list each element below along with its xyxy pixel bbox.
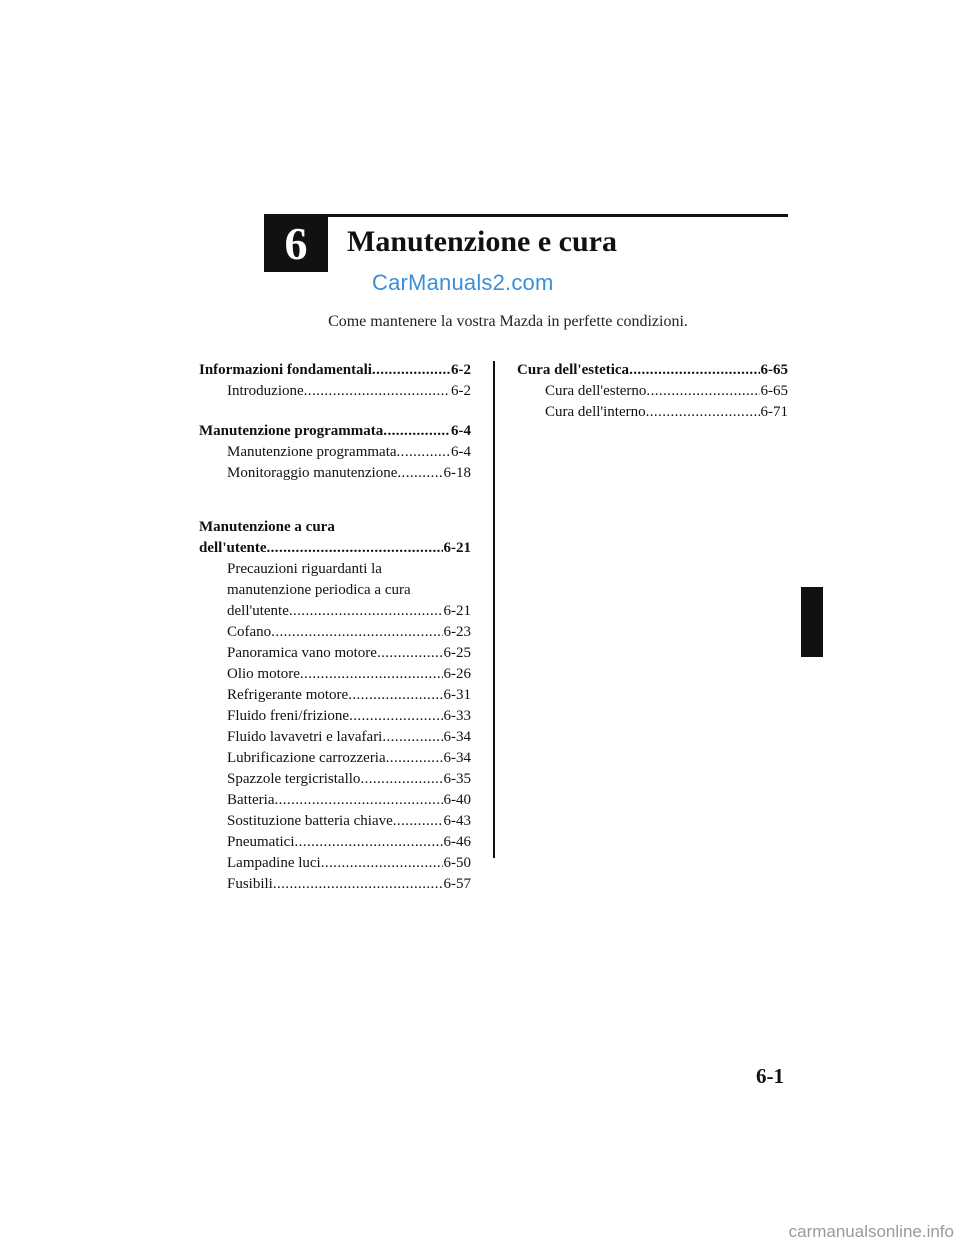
watermark-bottom[interactable]: carmanualsonline.info	[788, 1222, 954, 1241]
toc-item[interactable]	[199, 706, 471, 727]
toc-leader	[646, 402, 760, 423]
toc-item-page: 6-26	[443, 666, 471, 682]
toc-leader	[271, 622, 442, 643]
toc-item[interactable]	[199, 622, 471, 643]
toc-item-label: Olio motore	[227, 666, 300, 682]
chapter-tab-marker	[801, 587, 823, 657]
toc-leader	[295, 832, 443, 853]
toc-item-page: 6-43	[443, 813, 471, 829]
toc-item[interactable]	[199, 463, 471, 484]
column-divider	[493, 361, 495, 858]
toc-item-page: 6-2	[451, 383, 471, 399]
toc-item-label: Lubrificazione carrozzeria	[227, 750, 386, 766]
toc-section[interactable]	[199, 421, 471, 442]
toc-item[interactable]	[199, 790, 471, 811]
toc-item-page: 6-18	[443, 465, 471, 481]
toc-section-label: dell'utente	[199, 540, 267, 556]
toc-item-label: Lampadine luci	[227, 855, 321, 871]
toc-item-page: 6-23	[443, 624, 471, 640]
toc-item[interactable]	[199, 381, 471, 402]
toc-item-label: Manutenzione programmata	[227, 444, 397, 460]
toc-item-label-line2[interactable]: manutenzione periodica a cura	[227, 582, 411, 598]
toc-item-label: Spazzole tergicristallo	[227, 771, 361, 787]
toc-item-label: Pneumatici	[227, 834, 295, 850]
toc-leader	[393, 811, 443, 832]
watermark-top[interactable]: CarManuals2.com	[372, 270, 554, 295]
toc-leader	[383, 421, 450, 442]
chapter-header-rule	[328, 214, 788, 217]
toc-item[interactable]	[199, 643, 471, 664]
toc-item-label: Batteria	[227, 792, 275, 808]
toc-leader	[397, 442, 450, 463]
toc-item-label: Sostituzione batteria chiave	[227, 813, 393, 829]
toc-item-label: Fluido lavavetri e lavafari	[227, 729, 383, 745]
toc-leader	[349, 706, 442, 727]
toc-leader	[360, 769, 442, 790]
toc-leader	[273, 874, 443, 895]
toc-item[interactable]	[199, 832, 471, 853]
toc-section[interactable]	[199, 360, 471, 381]
toc-item-label: Panoramica vano motore	[227, 645, 377, 661]
toc-item-page: 6-4	[451, 444, 471, 460]
chapter-subtitle: Come mantenere la vostra Mazda in perfette condizioni.	[328, 313, 688, 330]
toc-item-page: 6-57	[443, 876, 471, 892]
toc-item-label: Cofano	[227, 624, 272, 640]
toc-item-label: Cura dell'esterno	[545, 383, 647, 399]
toc-item-label: dell'utente	[227, 603, 289, 619]
toc-item[interactable]	[199, 442, 471, 463]
toc-item-label-line1[interactable]: Precauzioni riguardanti la	[227, 561, 382, 577]
toc-item-page: 6-34	[443, 750, 471, 766]
toc-item-page: 6-25	[443, 645, 471, 661]
toc-leader	[267, 538, 443, 559]
toc-section-page: 6-65	[760, 362, 788, 378]
toc-leader	[397, 463, 442, 484]
toc-leader	[372, 360, 450, 381]
toc-item-page: 6-33	[443, 708, 471, 724]
toc-item-page: 6-46	[443, 834, 471, 850]
toc-item[interactable]	[199, 811, 471, 832]
toc-section-label-line1[interactable]: Manutenzione a cura	[199, 519, 335, 535]
toc-leader	[348, 685, 442, 706]
toc-item[interactable]	[199, 853, 471, 874]
toc-item[interactable]	[199, 664, 471, 685]
toc-item-page: 6-21	[443, 603, 471, 619]
toc-section-label: Manutenzione programmata	[199, 423, 384, 439]
toc-item-label: Introduzione	[227, 383, 304, 399]
toc-section[interactable]	[199, 538, 471, 559]
toc-leader	[300, 664, 443, 685]
toc-item[interactable]	[199, 685, 471, 706]
toc-leader	[321, 853, 443, 874]
chapter-number-box	[264, 214, 328, 272]
toc-section-label: Cura dell'estetica	[517, 362, 630, 378]
toc-item[interactable]	[199, 601, 471, 622]
toc-leader	[382, 727, 442, 748]
toc-leader	[304, 381, 450, 402]
toc-item[interactable]	[199, 769, 471, 790]
toc-leader	[274, 790, 442, 811]
toc-section-label: Informazioni fondamentali	[199, 362, 372, 378]
toc-item[interactable]	[199, 748, 471, 769]
page-number: 6-1	[756, 1064, 784, 1088]
toc-leader	[386, 748, 443, 769]
toc-item-page: 6-50	[443, 855, 471, 871]
chapter-title: Manutenzione e cura	[347, 225, 617, 258]
toc-item-label: Refrigerante motore	[227, 687, 349, 703]
toc-item[interactable]	[517, 381, 788, 402]
toc-item-page: 6-65	[760, 383, 788, 399]
toc-item[interactable]	[199, 727, 471, 748]
toc-item-page: 6-40	[443, 792, 471, 808]
toc-item-page: 6-31	[443, 687, 471, 703]
toc-leader	[629, 360, 759, 381]
toc-section-page: 6-21	[443, 540, 471, 556]
toc-left-column	[199, 360, 471, 895]
toc-item-page: 6-71	[760, 404, 788, 420]
toc-item-label: Fluido freni/frizione	[227, 708, 350, 724]
toc-item[interactable]	[517, 402, 788, 423]
toc-item[interactable]	[199, 874, 471, 895]
toc-item-label: Fusibili	[227, 876, 273, 892]
toc-section[interactable]	[517, 360, 788, 381]
toc-item-label: Monitoraggio manutenzione	[227, 465, 398, 481]
toc-right-column	[517, 360, 788, 423]
toc-leader	[289, 601, 443, 622]
toc-item-label: Cura dell'interno	[545, 404, 646, 420]
toc-section-page: 6-4	[451, 423, 471, 439]
chapter-number: 6	[284, 217, 308, 269]
toc-section-page: 6-2	[451, 362, 471, 378]
toc-leader	[377, 643, 443, 664]
toc-leader	[646, 381, 759, 402]
toc-item-page: 6-34	[443, 729, 471, 745]
toc-item-page: 6-35	[443, 771, 471, 787]
